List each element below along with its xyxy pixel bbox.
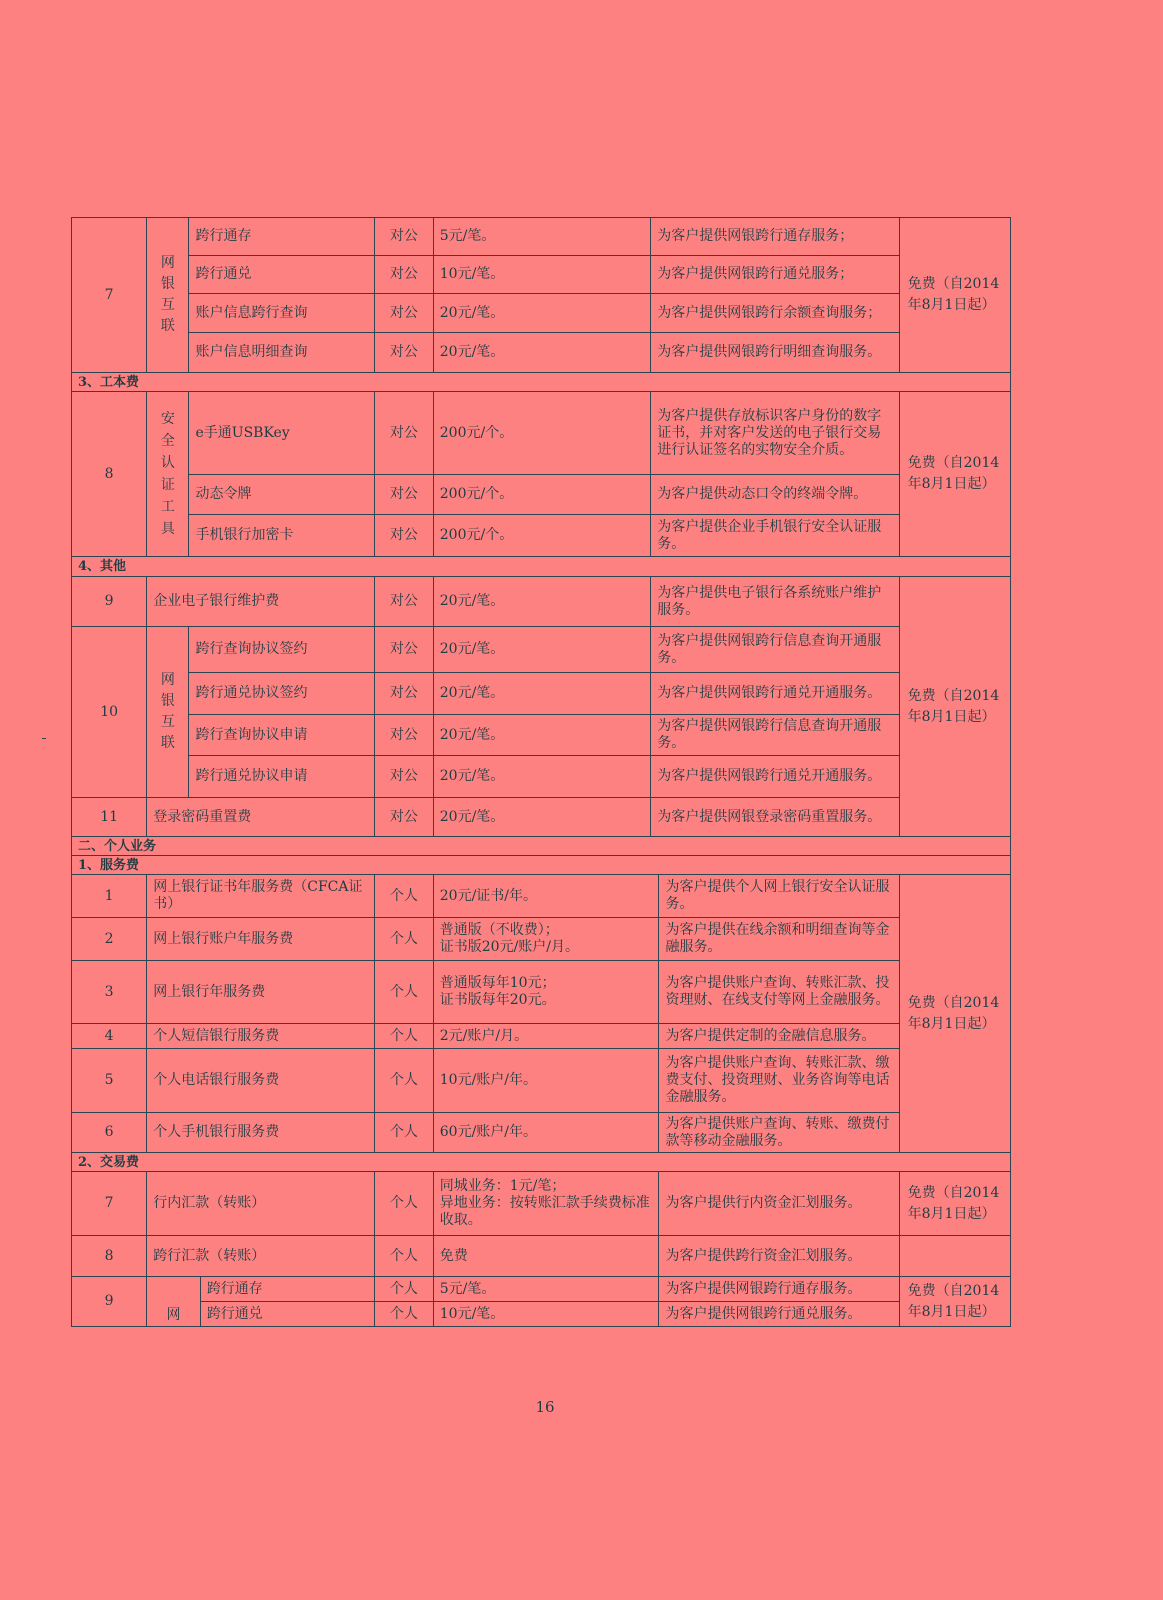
table-row [72, 1172, 1011, 1236]
price: 10元/笔。 [433, 1302, 659, 1327]
table-row [72, 256, 1011, 294]
client-type: 对公 [375, 627, 434, 673]
table-row [72, 1277, 1011, 1302]
row-number: 5 [72, 1049, 147, 1113]
service-name: 跨行查询协议签约 [189, 627, 375, 673]
section-header: 二、个人业务 [72, 837, 1011, 856]
section-header-row [72, 373, 1011, 392]
client-type: 对公 [375, 256, 434, 294]
description: 为客户提供定制的金融信息服务。 [659, 1024, 899, 1049]
table-row [72, 875, 1011, 918]
price: 5元/笔。 [433, 1277, 659, 1302]
price: 200元/个。 [433, 392, 650, 475]
service-name: 跨行通存 [189, 218, 375, 256]
description: 为客户提供电子银行各系统账户维护服务。 [651, 577, 899, 627]
row-number: 3 [72, 961, 147, 1024]
group-label: 网 银 互 联 [147, 218, 189, 373]
description: 为客户提供网银跨行余额查询服务； [651, 294, 899, 333]
client-type: 对公 [375, 333, 434, 373]
description: 为客户提供在线余额和明细查询等金融服务。 [659, 918, 899, 961]
client-type: 对公 [375, 392, 434, 475]
client-type: 个人 [375, 1172, 434, 1236]
service-name: 跨行通兑协议申请 [189, 756, 375, 798]
client-type: 对公 [375, 577, 434, 627]
client-type: 对公 [375, 294, 434, 333]
client-type: 个人 [375, 1049, 434, 1113]
table-row [72, 756, 1011, 798]
margin-mark [42, 738, 46, 739]
price: 20元/笔。 [433, 673, 650, 715]
table-row [72, 673, 1011, 715]
price: 20元/笔。 [433, 627, 650, 673]
row-number: 7 [72, 1172, 147, 1236]
row-number: 4 [72, 1024, 147, 1049]
table-row [72, 333, 1011, 373]
section-header-row [72, 837, 1011, 856]
description: 为客户提供网银跨行信息查询开通服务。 [651, 627, 899, 673]
client-type: 对公 [375, 673, 434, 715]
service-name: 个人电话银行服务费 [147, 1049, 375, 1113]
group-label: 网 银 互 联 [147, 627, 189, 798]
row-number: 2 [72, 918, 147, 961]
price: 10元/账户/年。 [433, 1049, 659, 1113]
service-name: 动态令牌 [189, 475, 375, 515]
service-name: 跨行通存 [200, 1277, 374, 1302]
row-number: 11 [72, 798, 147, 837]
description: 为客户提供网银跨行通兑开通服务。 [651, 673, 899, 715]
price: 20元/笔。 [433, 798, 650, 837]
client-type: 个人 [375, 918, 434, 961]
section-header: 3、工本费 [72, 373, 1011, 392]
service-name: 企业电子银行维护费 [147, 577, 375, 627]
description: 为客户提供账户查询、转账汇款、缴费支付、投资理财、业务咨询等电话金融服务。 [659, 1049, 899, 1113]
section-header-row [72, 1153, 1011, 1172]
service-name: 网上银行账户年服务费 [147, 918, 375, 961]
service-name: 网上银行证书年服务费（CFCA证书） [147, 875, 375, 918]
table-row [72, 294, 1011, 333]
remark: 免费（自2014年8月1日起） [899, 218, 1010, 373]
service-name: 跨行查询协议申请 [189, 715, 375, 756]
service-name: 手机银行加密卡 [189, 515, 375, 557]
table-row [72, 475, 1011, 515]
description: 为客户提供网银跨行通兑服务； [651, 256, 899, 294]
row-number: 8 [72, 1236, 147, 1277]
price: 10元/笔。 [433, 256, 650, 294]
service-name: 账户信息明细查询 [189, 333, 375, 373]
row-number: 6 [72, 1113, 147, 1153]
price: 20元/笔。 [433, 715, 650, 756]
service-name: e手通USBKey [189, 392, 375, 475]
description: 为客户提供动态口令的终端令牌。 [651, 475, 899, 515]
price: 20元/笔。 [433, 294, 650, 333]
client-type: 个人 [375, 1302, 434, 1327]
table-row [72, 1024, 1011, 1049]
service-name: 行内汇款（转账） [147, 1172, 375, 1236]
description: 为客户提供网银跨行通存服务； [651, 218, 899, 256]
description: 为客户提供行内资金汇划服务。 [659, 1172, 899, 1236]
service-name: 账户信息跨行查询 [189, 294, 375, 333]
service-name: 个人手机银行服务费 [147, 1113, 375, 1153]
section-header-row [72, 856, 1011, 875]
service-name: 跨行汇款（转账） [147, 1236, 375, 1277]
description: 为客户提供网银跨行信息查询开通服务。 [651, 715, 899, 756]
client-type: 个人 [375, 1236, 434, 1277]
remark: 免费（自2014年8月1日起） [899, 392, 1010, 557]
remark: 免费（自2014年8月1日起） [899, 1277, 1010, 1327]
table-row [72, 1113, 1011, 1153]
remark: 免费（自2014年8月1日起） [899, 1172, 1010, 1236]
row-number: 10 [72, 627, 147, 798]
description: 为客户提供网银跨行通兑开通服务。 [651, 756, 899, 798]
row-number: 1 [72, 875, 147, 918]
client-type: 对公 [375, 715, 434, 756]
table-row [72, 1302, 1011, 1327]
section-header-row [72, 557, 1011, 577]
row-number: 9 [72, 577, 147, 627]
price: 5元/笔。 [433, 218, 650, 256]
row-number: 7 [72, 218, 147, 373]
price: 同城业务：1元/笔； 异地业务：按转账汇款手续费标准收取。 [433, 1172, 659, 1236]
group-label: 安 全 认 证 工 具 [147, 392, 189, 557]
description: 为客户提供跨行资金汇划服务。 [659, 1236, 899, 1277]
section-header: 4、其他 [72, 557, 1011, 577]
table-row [72, 218, 1011, 256]
table-row [72, 627, 1011, 673]
price: 200元/个。 [433, 515, 650, 557]
page-number: 16 [535, 1398, 555, 1416]
description: 为客户提供账户查询、转账汇款、投资理财、在线支付等网上金融服务。 [659, 961, 899, 1024]
price: 2元/账户/月。 [433, 1024, 659, 1049]
row-number: 9 [72, 1277, 147, 1327]
service-name: 跨行通兑 [200, 1302, 374, 1327]
client-type: 个人 [375, 1277, 434, 1302]
remark: 免费（自2014年8月1日起） [899, 875, 1010, 1153]
table-row [72, 515, 1011, 557]
price: 200元/个。 [433, 475, 650, 515]
description: 为客户提供账户查询、转账、缴费付款等移动金融服务。 [659, 1113, 899, 1153]
fee-table [71, 217, 1011, 1327]
service-name: 跨行通兑协议签约 [189, 673, 375, 715]
group-label: 网 [147, 1277, 201, 1327]
description: 为客户提供企业手机银行安全认证服务。 [651, 515, 899, 557]
price: 20元/笔。 [433, 333, 650, 373]
service-name: 网上银行年服务费 [147, 961, 375, 1024]
price: 20元/证书/年。 [433, 875, 659, 918]
price: 20元/笔。 [433, 577, 650, 627]
table-row [72, 392, 1011, 475]
row-number: 8 [72, 392, 147, 557]
price: 免费 [433, 1236, 659, 1277]
table-row [72, 1236, 1011, 1277]
client-type: 个人 [375, 875, 434, 918]
table-row [72, 715, 1011, 756]
client-type: 对公 [375, 756, 434, 798]
client-type: 个人 [375, 961, 434, 1024]
remark: 免费（自2014年8月1日起） [899, 577, 1010, 837]
section-header: 2、交易费 [72, 1153, 1011, 1172]
description: 为客户提供个人网上银行安全认证服务。 [659, 875, 899, 918]
description: 为客户提供网银跨行明细查询服务。 [651, 333, 899, 373]
price: 普通版（不收费）； 证书版20元/账户/月。 [433, 918, 659, 961]
price: 20元/笔。 [433, 756, 650, 798]
client-type: 对公 [375, 475, 434, 515]
description: 为客户提供网银登录密码重置服务。 [651, 798, 899, 837]
service-name: 个人短信银行服务费 [147, 1024, 375, 1049]
table-row [72, 961, 1011, 1024]
client-type: 个人 [375, 1113, 434, 1153]
client-type: 对公 [375, 798, 434, 837]
client-type: 个人 [375, 1024, 434, 1049]
service-name: 登录密码重置费 [147, 798, 375, 837]
table-row [72, 1049, 1011, 1113]
client-type: 对公 [375, 515, 434, 557]
section-header: 1、服务费 [72, 856, 1011, 875]
table-row [72, 798, 1011, 837]
client-type: 对公 [375, 218, 434, 256]
description: 为客户提供存放标识客户身份的数字证书，并对客户发送的电子银行交易进行认证签名的实物安全介质。 [651, 392, 899, 475]
table-row [72, 918, 1011, 961]
description: 为客户提供网银跨行通兑服务。 [659, 1302, 899, 1327]
description: 为客户提供网银跨行通存服务。 [659, 1277, 899, 1302]
remark [899, 1236, 1010, 1277]
table-row [72, 577, 1011, 627]
price: 60元/账户/年。 [433, 1113, 659, 1153]
service-name: 跨行通兑 [189, 256, 375, 294]
price: 普通版每年10元； 证书版每年20元。 [433, 961, 659, 1024]
